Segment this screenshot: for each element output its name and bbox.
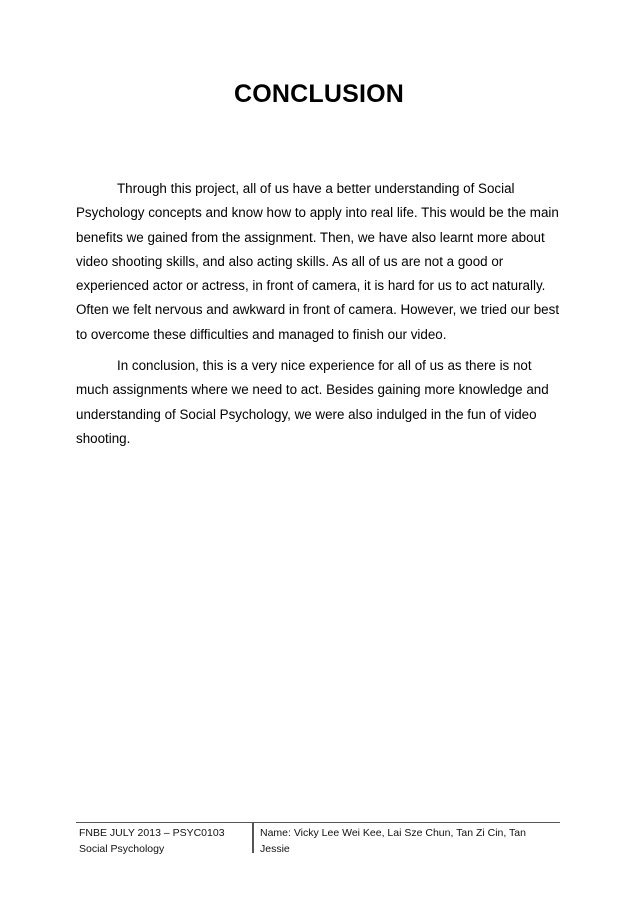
document-body	[76, 177, 566, 458]
page-title: CONCLUSION	[233, 80, 405, 108]
footer-course: FNBE JULY 2013 – PSYC0103 Social Psychology	[79, 827, 225, 855]
paragraph: In conclusion, this is a very nice experience for all of us as there is not much assignments where we need to act. Besides gaining more knowledge and understanding of Social Psychology, we were also indulged in the fun of video shooting.	[76, 358, 549, 446]
page-footer	[76, 822, 560, 857]
footer-names: Name: Vicky Lee Wei Kee, Lai Sze Chun, Tan Zi Cin, Tan Jessie	[260, 827, 526, 855]
paragraph: Through this project, all of us have a better understanding of Social Psychology concepts and know how to apply into real life. This would be the main benefits we gained from the assignment. Then, we have also learnt more about video shooting skills, and also acting skills. As all of us are not a good or experienced actor or actress, in front of camera, it is hard for us to act naturally. Often we felt nervous and awkward in front of camera. However, we tried our best to overcome these difficulties and managed to finish our video.	[76, 181, 560, 342]
